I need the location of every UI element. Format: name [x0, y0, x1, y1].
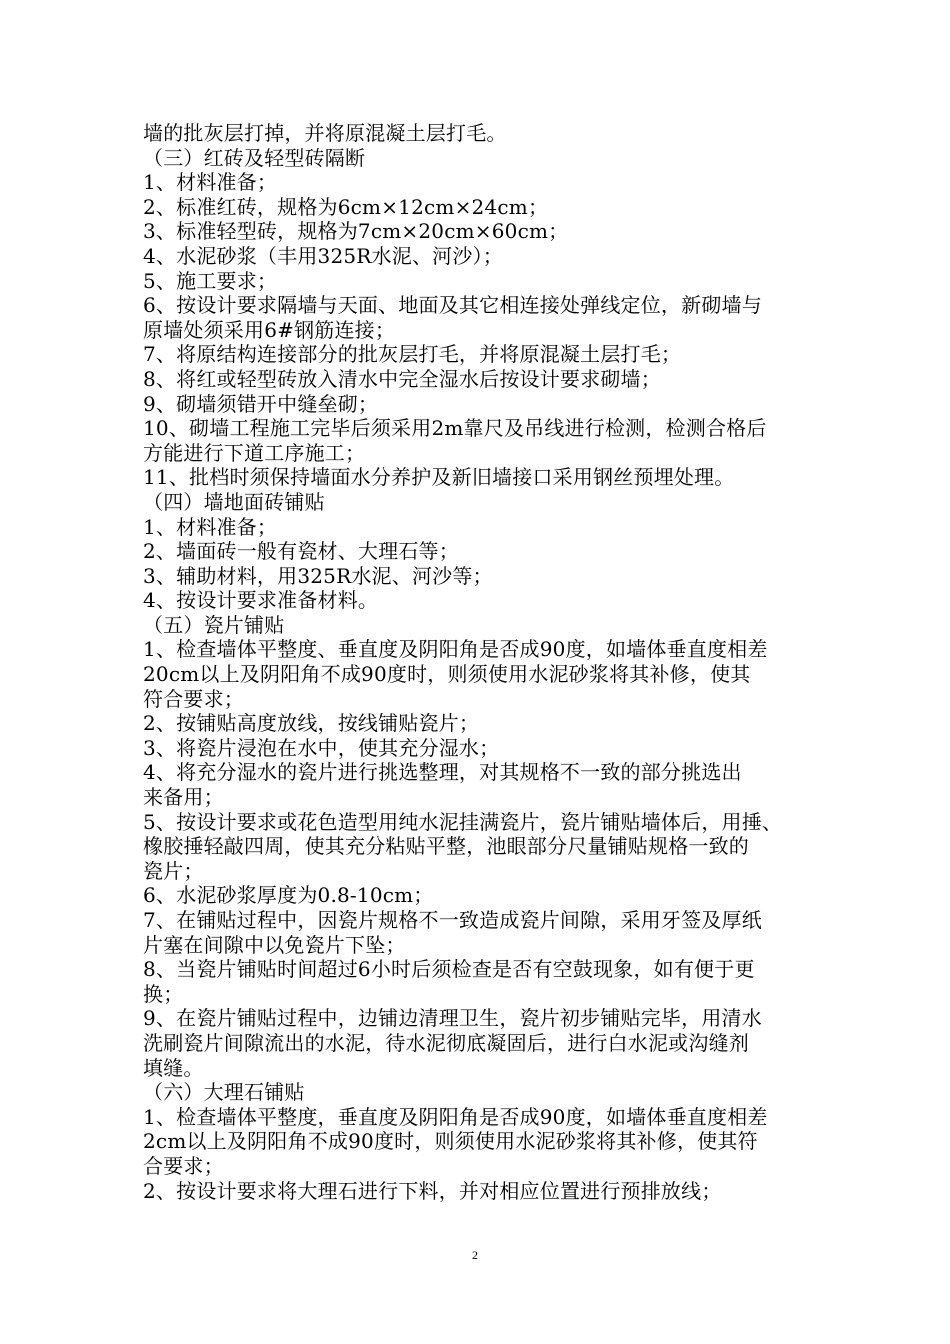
text-line: 2、墙面砖一般有瓷材、大理石等；	[143, 539, 459, 564]
text-line: 9、在瓷片铺贴过程中，边铺边清理卫生，瓷片初步铺贴完毕，用清水	[143, 1006, 762, 1031]
text-line: 1、检查墙体平整度、垂直度及阴阳角是否成90度，如墙体垂直度相差	[143, 637, 768, 662]
text-line: 7、将原结构连接部分的批灰层打毛，并将原混凝土层打毛；	[143, 342, 682, 367]
text-line: 洗刷瓷片间隙流出的水泥，待水泥彻底凝固后，进行白水泥或沟缝剂	[143, 1030, 749, 1055]
text-line: 20cm以上及阴阳角不成90度时，则须使用水泥砂浆将其补修，使其	[143, 662, 751, 687]
section-heading-5: （五）瓷片铺贴	[143, 612, 285, 637]
text-line: 6、水泥砂浆厚度为0.8-10cm；	[143, 883, 434, 908]
text-line: 1、检查墙体平整度，垂直度及阴阳角是否成90度，如墙体垂直度相差	[143, 1104, 768, 1129]
text-line: 片塞在间隙中以免瓷片下坠；	[143, 932, 406, 957]
text-line: 5、按设计要求或花色造型用纯水泥挂满瓷片，瓷片铺贴墙体后，用捶、	[143, 809, 783, 834]
text-line: 填缝。	[143, 1055, 204, 1080]
text-line: 4、将充分湿水的瓷片进行挑选整理，对其规格不一致的部分挑选出	[143, 760, 742, 785]
text-line: 8、当瓷片铺贴时间超过6小时后须检查是否有空鼓现象，如有便于更	[143, 957, 755, 982]
text-line: 瓷片；	[143, 858, 204, 883]
text-line: 4、按设计要求准备材料。	[143, 588, 379, 613]
text-line: 11、批档时须保持墙面水分养护及新旧墙接口采用钢丝预埋处理。	[143, 465, 735, 490]
text-line: 2、标准红砖，规格为6cm×12cm×24cm；	[143, 194, 549, 219]
text-line: 合要求；	[143, 1153, 224, 1178]
text-line: 8、将红或轻型砖放入清水中完全湿水后按设计要求砌墙；	[143, 366, 661, 391]
text-line: 橡胶捶轻敲四周，使其充分粘贴平整，池眼部分尺量铺贴规格一致的	[143, 834, 749, 859]
text-line: 3、将瓷片浸泡在水中，使其充分湿水；	[143, 735, 500, 760]
text-line: 7、在铺贴过程中，因瓷片规格不一致造成瓷片间隙，采用牙签及厚纸	[143, 908, 762, 932]
text-line: 墙的批灰层打掉，并将原混凝土层打毛。	[143, 121, 507, 145]
text-line: 来备用；	[143, 785, 224, 810]
section-heading-4: （四）墙地面砖铺贴	[143, 489, 325, 514]
text-line: 1、材料准备；	[143, 514, 278, 539]
text-line: 3、辅助材料，用325R水泥、河沙等；	[143, 563, 493, 588]
text-line: 符合要求；	[143, 686, 244, 711]
text-line: 4、水泥砂浆（丰用325R水泥、河沙）；	[143, 243, 503, 268]
text-line: 2、按设计要求将大理石进行下料，并对相应位置进行预排放线；	[143, 1178, 722, 1203]
text-line: 9、砌墙须错开中缝垒砌；	[143, 391, 379, 416]
text-line: 原墙处须采用6#钢筋连接；	[143, 317, 396, 342]
text-line: 10、砌墙工程施工完毕后须采用2m靠尺及吊线进行检测，检测合格后	[143, 416, 767, 441]
page-number: 2	[472, 1248, 478, 1262]
text-line: 2cm以上及阴阳角不成90度时，则须使用水泥砂浆将其补修，使其符	[143, 1129, 758, 1154]
text-line: 换；	[143, 981, 184, 1006]
text-line: 3、标准轻型砖，规格为7cm×20cm×60cm；	[143, 219, 569, 244]
text-line: 6、按设计要求隔墙与天面、地面及其它相连接处弹线定位，新砌墙与	[143, 293, 762, 318]
document-body	[143, 121, 823, 1203]
text-line: 5、施工要求；	[143, 268, 278, 293]
section-heading-6: （六）大理石铺贴	[143, 1080, 305, 1105]
text-line: 1、材料准备；	[143, 170, 278, 195]
text-line: 方能进行下道工序施工；	[143, 440, 366, 465]
section-heading-3: （三）红砖及轻型砖隔断	[143, 145, 366, 170]
text-line: 2、按铺贴高度放线，按线铺贴瓷片；	[143, 711, 480, 736]
